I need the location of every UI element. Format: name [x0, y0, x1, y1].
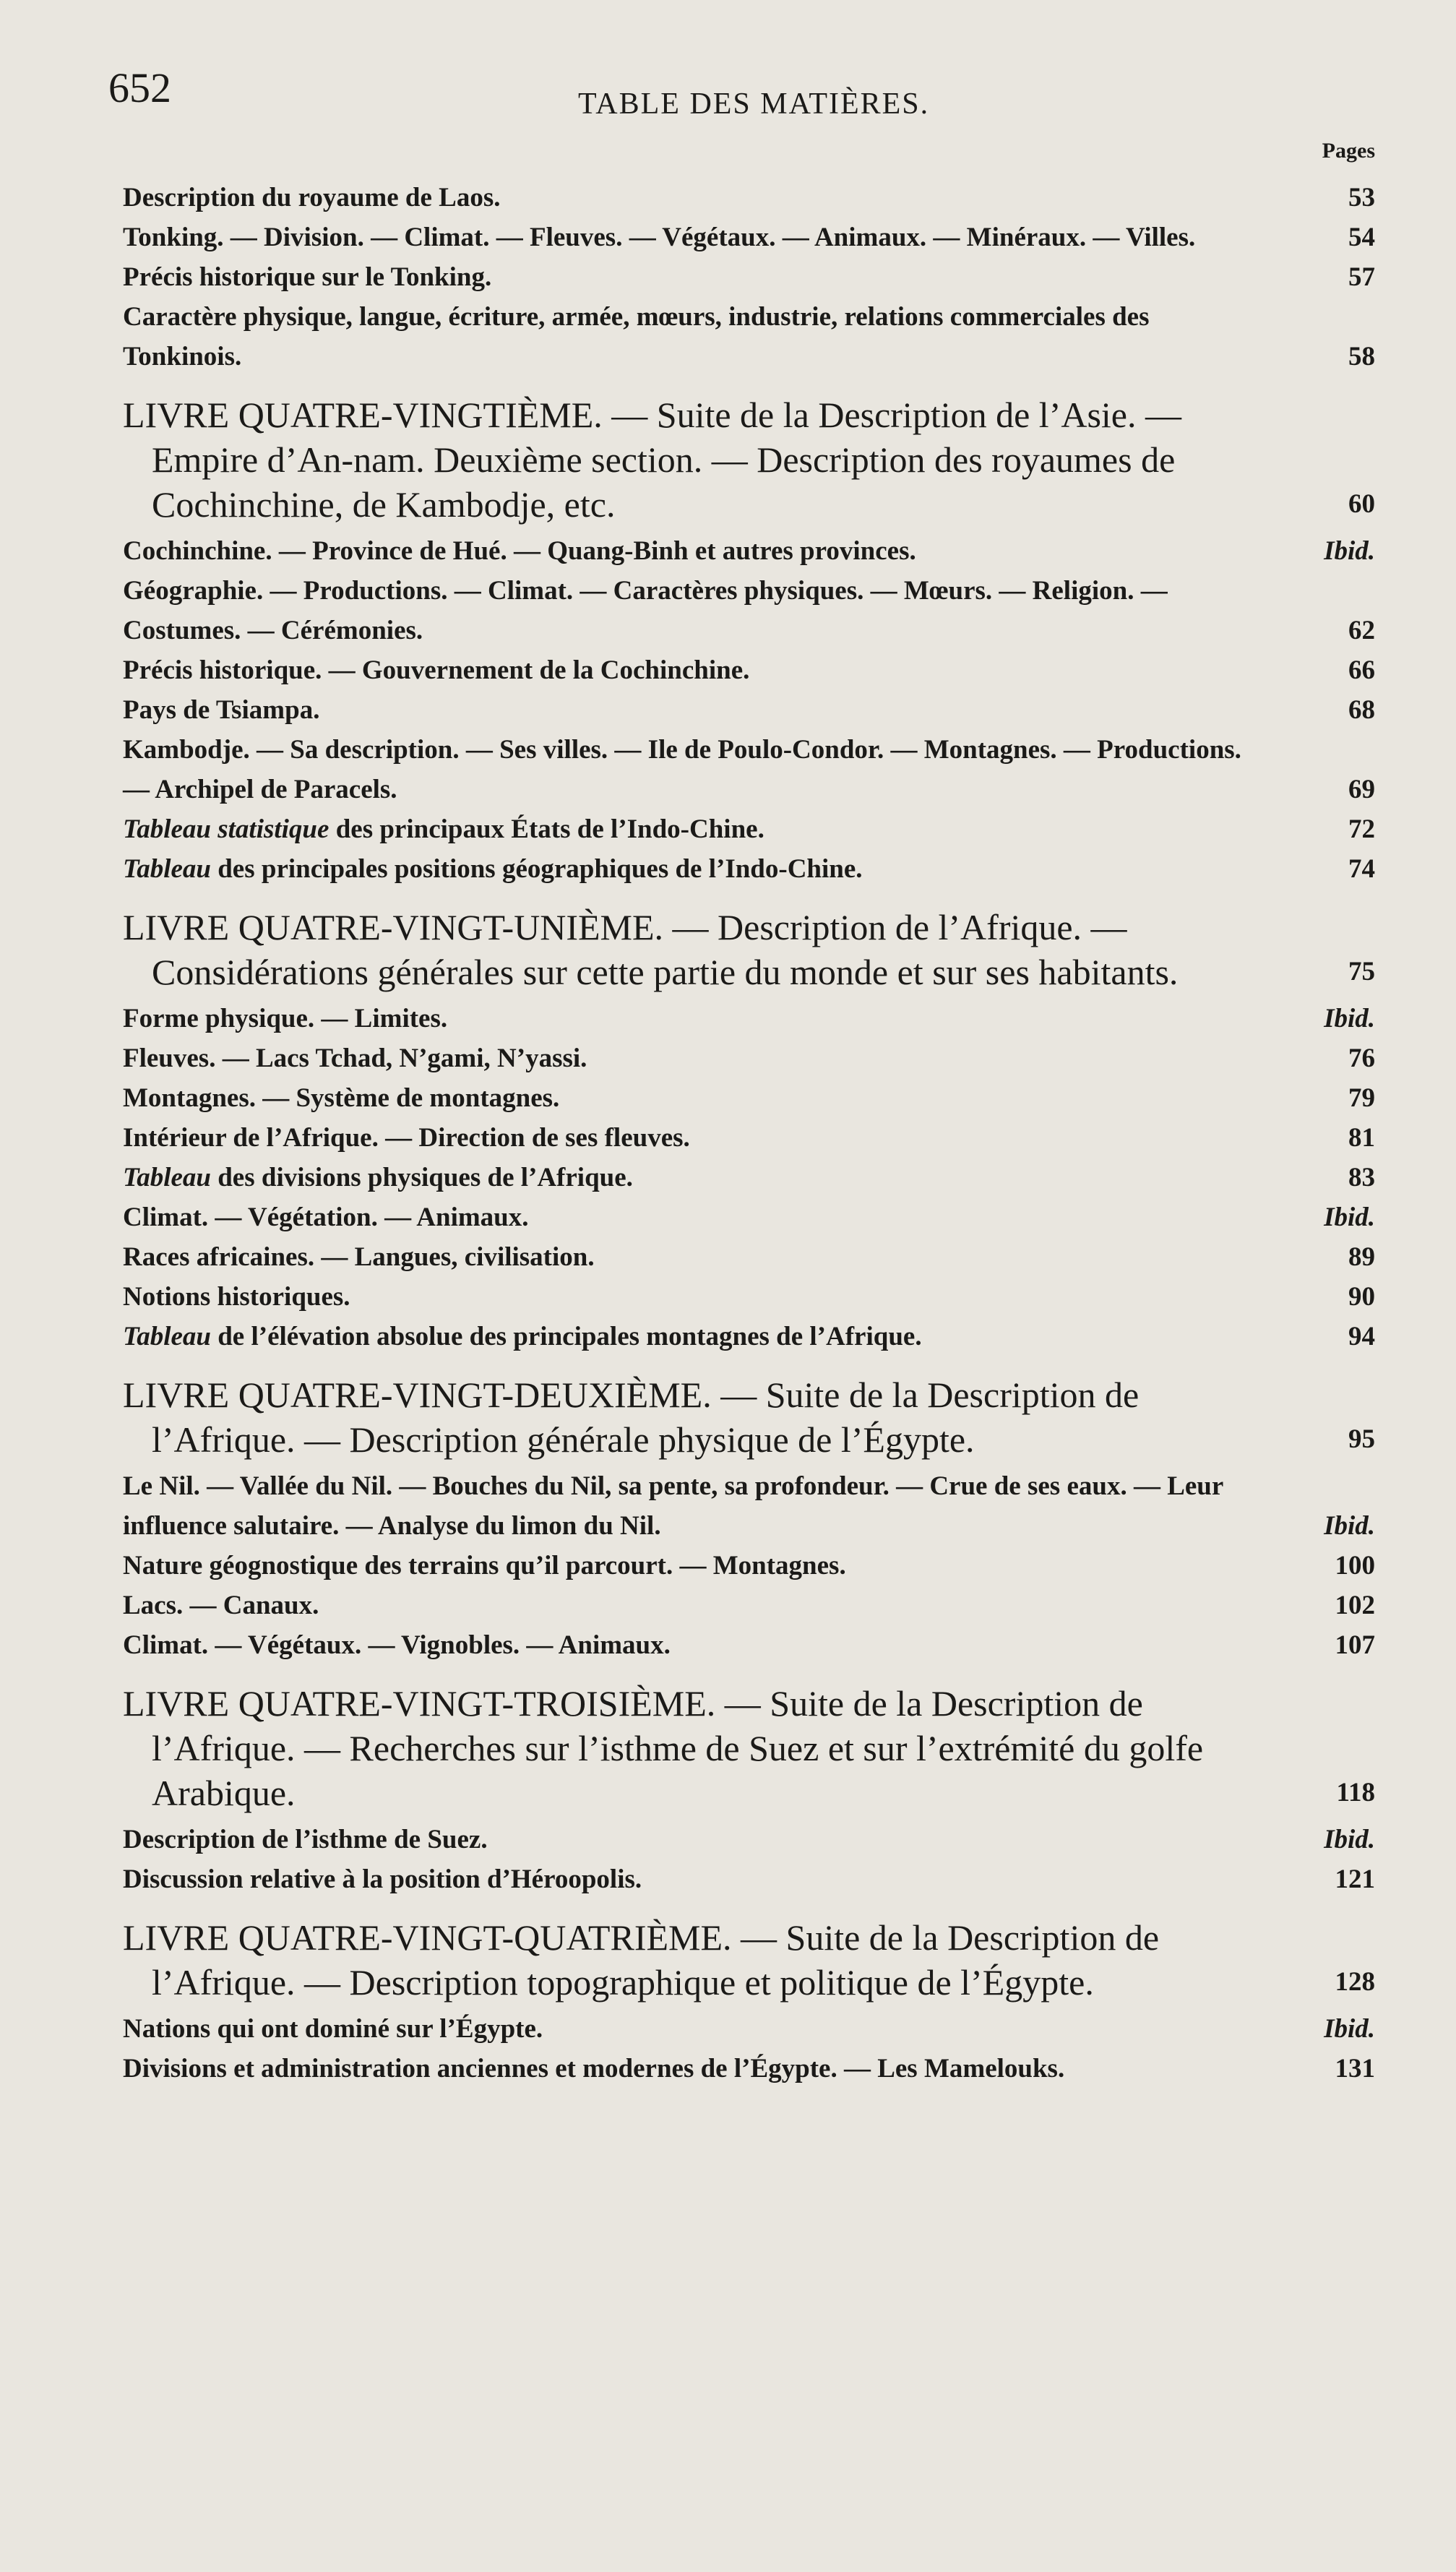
toc-entry-text — [123, 223, 1195, 252]
toc-entry-title: Précis historique sur le Tonking. — [123, 262, 492, 292]
toc-entry — [123, 1197, 1375, 1237]
toc-entry-text — [123, 1242, 595, 1272]
toc-page-number: 57 — [1348, 262, 1375, 292]
toc-entry — [123, 297, 1375, 377]
toc-entry-title: Divisions et administration anciennes et modernes de l’Égypte. — Les Mamelouks. — [123, 2054, 1065, 2083]
toc-entry — [123, 178, 1375, 218]
toc-entry — [123, 571, 1375, 650]
toc-entry-text — [123, 536, 916, 566]
toc-page-number: 95 — [1348, 1424, 1375, 1454]
toc-entry — [123, 257, 1375, 297]
toc-page-number: 81 — [1348, 1123, 1375, 1153]
toc-entry-text — [123, 302, 1150, 371]
toc-entry-text — [123, 1630, 671, 1660]
toc-entry-text — [123, 576, 1168, 645]
toc-entry — [123, 1466, 1375, 1546]
toc-page-number: 94 — [1348, 1322, 1375, 1351]
toc-entry-text — [123, 1282, 350, 1312]
toc-page-number: 53 — [1348, 183, 1375, 212]
toc-entry-title: Montagnes. — Système de montagnes. — [123, 1083, 560, 1113]
toc-page-number: 58 — [1348, 342, 1375, 371]
toc-page-number: 72 — [1348, 814, 1375, 844]
toc-entry-text — [123, 814, 764, 844]
toc-page-number: 90 — [1348, 1282, 1375, 1312]
toc-entry-text — [123, 1203, 529, 1232]
toc-entry-title: Climat. — Végétation. — Animaux. — [123, 1203, 529, 1232]
toc-entry-title: Notions historiques. — [123, 1282, 350, 1312]
toc-entry — [123, 1586, 1375, 1625]
toc-entry-title: Nations qui ont dominé sur l’Égypte. — [123, 2014, 543, 2044]
toc-entry — [123, 849, 1375, 889]
toc-entry-title: LIVRE QUATRE-VINGT-DEUXIÈME. — Suite de la Description de l’Afrique. — Description générale physique de l’Égypte. — [123, 1375, 1140, 1460]
toc-entry-tableau-label: Tableau — [123, 1163, 211, 1192]
toc-page-number: 100 — [1335, 1551, 1375, 1580]
toc-entry-text — [123, 735, 1241, 804]
toc-entry-title: des divisions physiques de l’Afrique. — [210, 1163, 633, 1192]
toc-book-heading — [123, 1681, 1375, 1815]
running-head: TABLE DES MATIÈRES. — [578, 87, 930, 121]
page-number: 652 — [108, 64, 171, 111]
toc-entry-text — [123, 907, 1178, 992]
toc-entry-text — [123, 1471, 1223, 1541]
toc-page-number: 54 — [1348, 223, 1375, 252]
toc-entry-text — [123, 395, 1181, 525]
toc-page-number: Ibid. — [1324, 1825, 1375, 1854]
toc-book-heading — [123, 392, 1375, 527]
toc-page-number: 83 — [1348, 1163, 1375, 1192]
toc-entry — [123, 690, 1375, 730]
toc-entry-text — [123, 655, 749, 685]
toc-entry-title: Intérieur de l’Afrique. — Direction de ses fleuves. — [123, 1123, 690, 1153]
toc-entry — [123, 218, 1375, 257]
toc-entry-title: Géographie. — Productions. — Climat. — Caractères physiques. — Mœurs. — Religion. — Costumes. — Cérémonies. — [123, 576, 1168, 645]
pages-column-label: Pages — [1322, 139, 1375, 163]
toc-entry — [123, 650, 1375, 690]
toc-entry-title: Climat. — Végétaux. — Vignobles. — Animaux. — [123, 1630, 671, 1660]
toc-entry-title: de l’élévation absolue des principales montagnes de l’Afrique. — [210, 1322, 922, 1351]
toc-entry-text — [123, 1917, 1159, 2003]
toc-entry-title: Lacs. — Canaux. — [123, 1591, 319, 1620]
toc-entry-text — [123, 1865, 642, 1894]
toc-page-number: Ibid. — [1324, 1511, 1375, 1541]
toc-entry-text — [123, 1322, 922, 1351]
toc-entry — [123, 1317, 1375, 1356]
toc-page-number: Ibid. — [1324, 536, 1375, 566]
toc-entry-title: Fleuves. — Lacs Tchad, N’gami, N’yassi. — [123, 1044, 587, 1073]
toc-entry-tableau-label: Tableau — [123, 1322, 211, 1351]
toc-entry — [123, 1237, 1375, 1277]
toc-page-number: 118 — [1336, 1778, 1375, 1807]
toc-entry — [123, 1158, 1375, 1197]
toc-page-number: 69 — [1348, 775, 1375, 804]
toc-entry-title: Description du royaume de Laos. — [123, 183, 501, 212]
toc-entry-title: Pays de Tsiampa. — [123, 695, 320, 725]
toc-page-number: 62 — [1348, 616, 1375, 645]
toc-entry-text — [123, 183, 500, 212]
toc-page-number: Ibid. — [1324, 1004, 1375, 1033]
toc-entry-text — [123, 854, 863, 884]
toc-entry — [123, 2009, 1375, 2049]
toc-page-number: 131 — [1335, 2054, 1375, 2083]
toc-entry-text — [123, 1375, 1139, 1460]
toc-page-number: 121 — [1335, 1865, 1375, 1894]
toc-book-heading — [123, 1372, 1375, 1462]
toc-entry-title: Cochinchine. — Province de Hué. — Quang-Binh et autres provinces. — [123, 536, 916, 566]
toc-page-number: 79 — [1348, 1083, 1375, 1113]
toc-entry — [123, 531, 1375, 571]
toc-page-number: 128 — [1335, 1967, 1375, 1997]
toc-entry-text — [123, 1825, 488, 1854]
toc-entry-title: LIVRE QUATRE-VINGTIÈME. — Suite de la Description de l’Asie. — Empire d’An-nam. Deuxième section. — Description des royaumes de Cochinchine, de Kambodje, etc. — [123, 395, 1181, 525]
table-of-contents — [123, 178, 1375, 2089]
toc-entry-text — [123, 1683, 1203, 1813]
toc-page-number: 74 — [1348, 854, 1375, 884]
toc-page-number: 107 — [1335, 1630, 1375, 1660]
toc-entry — [123, 2049, 1375, 2089]
toc-entry-title: Caractère physique, langue, écriture, armée, mœurs, industrie, relations commerciales des Tonkinois. — [123, 302, 1150, 371]
toc-entry — [123, 1820, 1375, 1859]
toc-entry-text — [123, 1044, 587, 1073]
toc-page-number: 60 — [1348, 489, 1375, 519]
toc-entry-text — [123, 1163, 633, 1192]
toc-entry-text — [123, 695, 319, 725]
toc-entry — [123, 1859, 1375, 1899]
toc-entry-title: Nature géognostique des terrains qu’il parcourt. — Montagnes. — [123, 1551, 846, 1580]
toc-page-number: 89 — [1348, 1242, 1375, 1272]
toc-entry-text — [123, 262, 491, 292]
toc-entry — [123, 1546, 1375, 1586]
toc-entry — [123, 999, 1375, 1038]
toc-entry-title: LIVRE QUATRE-VINGT-QUATRIÈME. — Suite de la Description de l’Afrique. — Description topographique et politique de l’Égypte. — [123, 1917, 1160, 2003]
toc-entry-title: Races africaines. — Langues, civilisation. — [123, 1242, 595, 1272]
toc-entry-text — [123, 2054, 1064, 2083]
toc-entry-title: Le Nil. — Vallée du Nil. — Bouches du Nil, sa pente, sa profondeur. — Crue de ses eaux. — Leur influence salutaire. — Analyse du limon du Nil. — [123, 1471, 1223, 1541]
toc-entry-text — [123, 2014, 543, 2044]
toc-entry-title: Précis historique. — Gouvernement de la Cochinchine. — [123, 655, 750, 685]
toc-entry — [123, 1038, 1375, 1078]
toc-entry — [123, 1078, 1375, 1118]
toc-entry-title: des principales positions géographiques de l’Indo-Chine. — [210, 854, 863, 884]
toc-entry-title: LIVRE QUATRE-VINGT-TROISIÈME. — Suite de la Description de l’Afrique. — Recherches sur l’isthme de Suez et sur l’extrémité du golfe Arabique. — [123, 1683, 1204, 1813]
toc-entry-title: des principaux États de l’Indo-Chine. — [329, 814, 764, 844]
toc-entry-text — [123, 1551, 846, 1580]
toc-entry-title: Discussion relative à la position d’Héroopolis. — [123, 1865, 642, 1894]
toc-entry-title: Tonking. — Division. — Climat. — Fleuves. — Végétaux. — Animaux. — Minéraux. — Villes. — [123, 223, 1196, 252]
toc-entry — [123, 1625, 1375, 1665]
toc-entry — [123, 1277, 1375, 1317]
toc-page-number: 66 — [1348, 655, 1375, 685]
toc-entry-text — [123, 1083, 559, 1113]
toc-entry-text — [123, 1123, 690, 1153]
toc-entry-text — [123, 1591, 319, 1620]
toc-entry-title: LIVRE QUATRE-VINGT-UNIÈME. — Description de l’Afrique. — Considérations générales sur cette partie du monde et sur ses habitants. — [123, 907, 1179, 992]
toc-entry-title: Forme physique. — Limites. — [123, 1004, 448, 1033]
toc-entry-title: Description de l’isthme de Suez. — [123, 1825, 488, 1854]
toc-entry-tableau-label: Tableau — [123, 854, 211, 884]
toc-page-number: Ibid. — [1324, 1203, 1375, 1232]
toc-book-heading — [123, 1915, 1375, 2005]
toc-page-number: Ibid. — [1324, 2014, 1375, 2044]
toc-entry-text — [123, 1004, 447, 1033]
toc-page-number: 102 — [1335, 1591, 1375, 1620]
toc-page-number: 76 — [1348, 1044, 1375, 1073]
toc-entry-title: Kambodje. — Sa description. — Ses villes. — Ile de Poulo-Condor. — Montagnes. — Productions. — Archipel de Paracels. — [123, 735, 1241, 804]
toc-book-heading — [123, 905, 1375, 994]
toc-page-number: 75 — [1348, 957, 1375, 986]
toc-entry — [123, 1118, 1375, 1158]
toc-entry-tableau-label: Tableau statistique — [123, 814, 329, 844]
toc-entry — [123, 730, 1375, 809]
toc-entry — [123, 809, 1375, 849]
toc-page-number: 68 — [1348, 695, 1375, 725]
